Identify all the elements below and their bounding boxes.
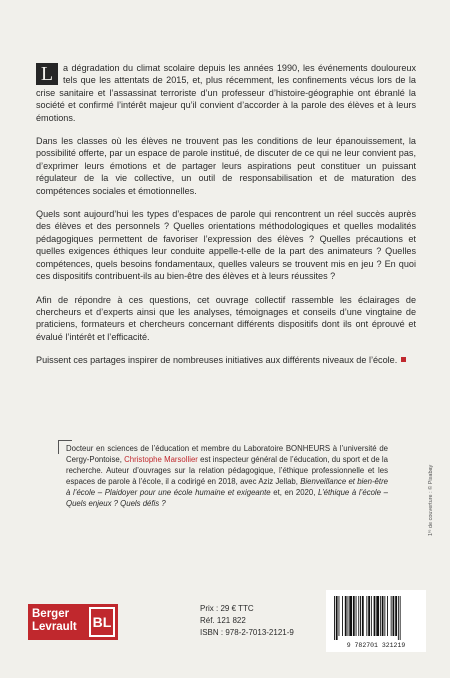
drop-cap: L — [36, 63, 58, 85]
cover-credit: 1ʳᵉ de couverture : © Pixabay — [428, 464, 434, 536]
corner-bracket-icon — [58, 440, 72, 441]
book-title-2: L’éthique à l’école – Quels enjeux ? Quels défis ? — [66, 488, 388, 508]
author-bio — [66, 443, 388, 509]
blurb-paragraph-2: Dans les classes où les élèves ne trouvent pas les conditions de leur épanouissement, la possibilité offerte, par un espace de parole institué, de discuter de ce qui ne leur convient pas, d’exprimer leurs émotions et de partager leurs aspirations peut constituer un puissant régulateur de la vie collective, un outil de responsabilisation et de maturation des compétences sociales et émotionnelles. — [36, 136, 416, 196]
end-mark-icon — [401, 357, 406, 362]
barcode — [326, 590, 426, 652]
author-name: Christophe Marsollier — [124, 455, 198, 464]
barcode-bars-icon — [326, 590, 426, 642]
author-bio-between: et, en 2020, — [270, 488, 319, 497]
publisher-name-line2: Levrault — [32, 621, 77, 633]
blurb-paragraph-1 — [36, 62, 416, 124]
publisher-logo — [28, 604, 118, 640]
pricing-info — [200, 603, 294, 639]
reference: Réf. 121 822 — [200, 616, 246, 625]
barcode-digits: 9 782701 321219 — [346, 642, 406, 649]
publisher-name-line1: Berger — [32, 608, 70, 620]
corner-bracket-vertical — [58, 440, 59, 454]
book-title-1: Bienveillance et bien-être à l’école – Plaidoyer pour une école humaine et exigeante — [66, 477, 388, 497]
blurb-paragraph-5 — [36, 354, 416, 366]
blurb-paragraph-3: Quels sont aujourd’hui les types d’espaces de parole qui rencontrent un réel succès auprès des élèves et des personnels ? Quelles orientations méthodologiques et quelles modalités pédagogiques permettent de favoriser l’expression des élèves ? Quelles précautions et quelles exigences éthiques leur conduite appelle-t-elle de la part des animateurs ? Quelles compétences, quels besoins fondamentaux, quelles valeurs se trouvent mis en jeu ? En quoi ces dispositifs contribuent-ils au bien-être des élèves et à leurs réussites ? — [36, 209, 416, 282]
blurb-paragraph-1-text: a dégradation du climat scolaire depuis les années 1990, les événements douloureux tels que les attentats de 2015, et, plus récemment, les confinements vécus lors de la crise sanitaire et l’assassinat terroriste d’un professeur d’histoire-géographie ont ébranlé la société et confirmé l’intérêt majeur qu’il convient d’accorder à la parole des élèves et à leurs émotions. — [36, 63, 416, 123]
publisher-monogram: BL — [89, 607, 115, 637]
blurb-paragraph-4: Afin de répondre à ces questions, cet ouvrage collectif rassemble les éclairages de chercheurs et d’experts ainsi que les analyses, témoignages et conseils d’une vingtaine de praticiens, formateurs et chercheurs concernant différents dispositifs dont ils ont éprouvé et évalué l’intérêt et l’efficacité. — [36, 294, 416, 342]
publisher-name — [32, 608, 77, 634]
blurb — [36, 62, 416, 378]
author-bio-intro: Docteur en sciences de l’éducation et membre du Laboratoire BONHEURS à l’université de Cergy-Pontoise, — [66, 444, 388, 464]
blurb-paragraph-5-text: Puissent ces partages inspirer de nombreuses initiatives aux différents niveaux de l’école. — [36, 355, 398, 366]
isbn: ISBN : 978-2-7013-2121-9 — [200, 628, 294, 637]
price: Prix : 29 € TTC — [200, 604, 254, 613]
author-bio-body: est inspecteur général de l’éducation, du sport et de la recherche. Auteur d’ouvrages sur la relation pédagogique, l’éthique professionnelle et les espaces de parole à l’école, il a codirigé en 2018, avec Aziz Jellab, — [66, 455, 388, 486]
